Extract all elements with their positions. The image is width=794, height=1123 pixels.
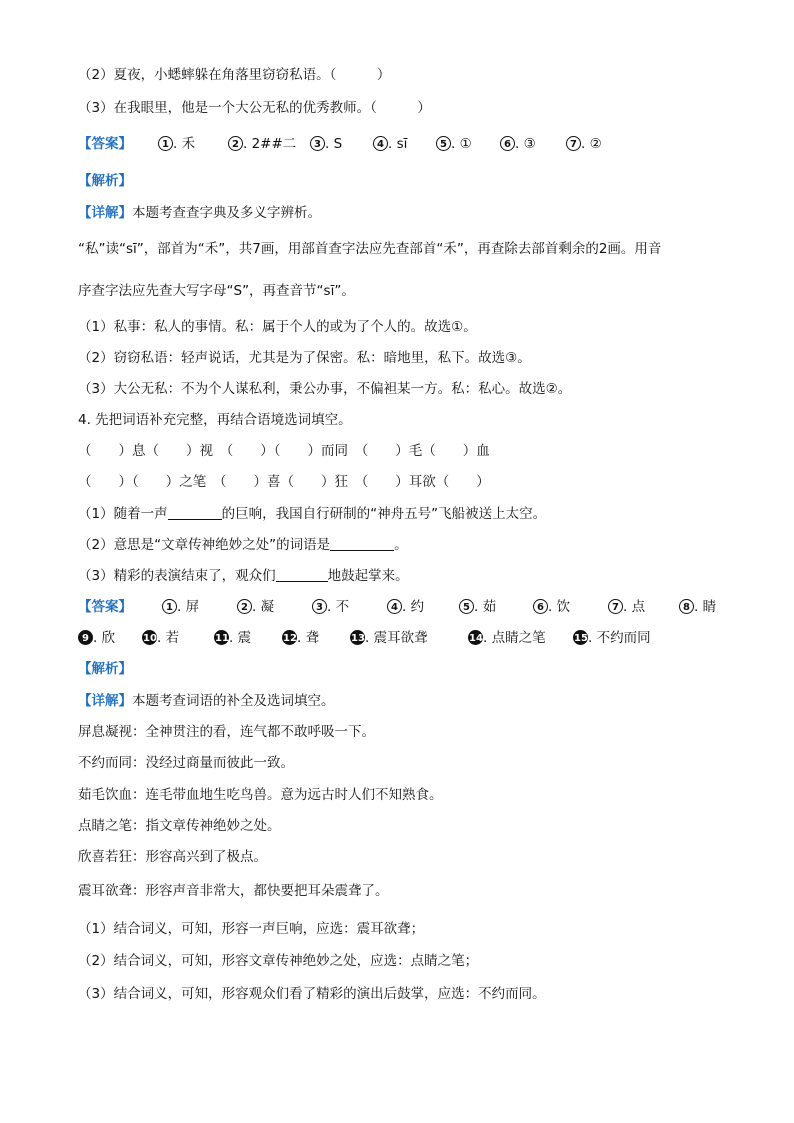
definition-line: 欣喜若狂：形容高兴到了极点。 xyxy=(78,849,267,865)
answer-item: 13. 震耳欲聋 xyxy=(351,630,428,646)
definition-line: 屏息凝视：全神贯注的看，连气都不敢呼吸一下。 xyxy=(78,724,375,740)
answer-item: 4 . 约 xyxy=(387,598,424,616)
question-sentence-2: （2）意思是“文章传神绝妙之处”的词语是 。 xyxy=(78,537,408,553)
answer-item: 1 . 屏 xyxy=(162,598,199,616)
question-blanks-row: （ ）（ ）之笔 （ ）喜（ ）狂 （ ）耳欲（ ） xyxy=(78,474,490,490)
answer-item: 5 . 茹 xyxy=(459,598,496,616)
question-sentence-3: （3）精彩的表演结束了，观众们 地鼓起掌来。 xyxy=(78,568,409,584)
answer-item: 4 . sī xyxy=(373,135,407,153)
answer-row-1 xyxy=(78,135,718,153)
question-blanks-row: （ ）息（ ）视 （ ）（ ）而同 （ ）毛（ ）血 xyxy=(78,443,490,459)
question-sentence-1: （1）随着一声 的巨响，我国自行研制的“神舟五号”飞船被送上太空。 xyxy=(78,506,547,522)
answer-item: 15. 不约而同 xyxy=(574,630,651,646)
answer-item: 8 . 睛 xyxy=(679,598,716,616)
answer-item: 6 . 饮 xyxy=(533,598,570,616)
answer-row-2 xyxy=(78,598,728,616)
answer-item: 14. 点睛之笔 xyxy=(469,630,546,646)
answer-row-3 xyxy=(78,629,728,647)
analysis-line: （2）窃窃私语：轻声说话，尤其是为了保密。私：暗地里，私下。故选③。 xyxy=(78,350,531,366)
fill-blank xyxy=(276,567,328,582)
definition-line: 震耳欲聋：形容声音非常大，都快要把耳朵震聋了。 xyxy=(78,883,389,899)
analysis-line: （3）大公无私：不为个人谋私利，秉公办事，不偏袒某一方。私：私心。故选②。 xyxy=(78,381,572,397)
answer-item: 12. 聋 xyxy=(283,630,320,646)
question-title: 4. 先把词语补充完整，再结合语境选词填空。 xyxy=(78,412,352,428)
answer-item: 7 . ② xyxy=(566,135,602,153)
answer-item: 3 . S xyxy=(310,135,342,153)
definition-line: 茹毛饮血：连毛带血地生吃鸟兽。意为远古时人们不知熟食。 xyxy=(78,787,443,803)
fill-blank xyxy=(168,505,222,520)
analysis-paragraph: “私”读“sī”，部首为“禾”，共7画，用部首查字法应先查部首“禾”，再查除去部首剩余的2画。用音 xyxy=(78,241,662,257)
analysis-line: （1）私事：私人的事情。私：属于个人的或为了个人的。故选①。 xyxy=(78,319,477,335)
analysis-line: （3）结合词义，可知，形容观众们看了精彩的演出后鼓掌，应选：不约而同。 xyxy=(78,986,546,1002)
analysis-line: （1）结合词义，可知，形容一声巨响，应选：震耳欲聋； xyxy=(78,921,425,937)
definition-line: 点睛之笔：指文章传神绝妙之处。 xyxy=(78,818,281,834)
analysis-tag: 【解析】 xyxy=(78,173,132,189)
answer-item: 10. 若 xyxy=(143,630,180,646)
answer-item: 1 . 禾 xyxy=(158,135,195,153)
fill-blank xyxy=(330,536,394,551)
answer-item: 2 . 凝 xyxy=(237,598,274,616)
analysis-paragraph: 序查字法应先查大写字母“S”，再查音节“sī”。 xyxy=(78,283,355,299)
analysis-line: （2）结合词义，可知，形容文章传神绝妙之处，应选：点睛之笔； xyxy=(78,953,479,969)
detail-line: 【详解】本题考查词语的补全及选词填空。 xyxy=(78,693,335,709)
answer-item: 2 . 2##二 xyxy=(228,135,296,153)
answer-item: 5 . ① xyxy=(436,135,472,153)
answer-tag: 【答案】 xyxy=(78,136,132,152)
answer-item: 7 . 点 xyxy=(608,598,645,616)
answer-tag: 【答案】 xyxy=(78,599,132,615)
q3-item-3: （3）在我眼里，他是一个大公无私的优秀教师。（ ） xyxy=(78,100,431,116)
definition-line: 不约而同：没经过商量而彼此一致。 xyxy=(78,755,294,771)
answer-item: 3 . 不 xyxy=(312,598,349,616)
answer-item: 6 . ③ xyxy=(500,135,536,153)
answer-item: 11. 震 xyxy=(215,630,252,646)
detail-line: 【详解】本题考查查字典及多义字辨析。 xyxy=(78,205,321,221)
analysis-tag: 【解析】 xyxy=(78,661,132,677)
q3-item-2: （2）夏夜，小蟋蟀躲在角落里窃窃私语。（ ） xyxy=(78,67,391,83)
answer-item: 9 . 欣 xyxy=(78,629,115,647)
